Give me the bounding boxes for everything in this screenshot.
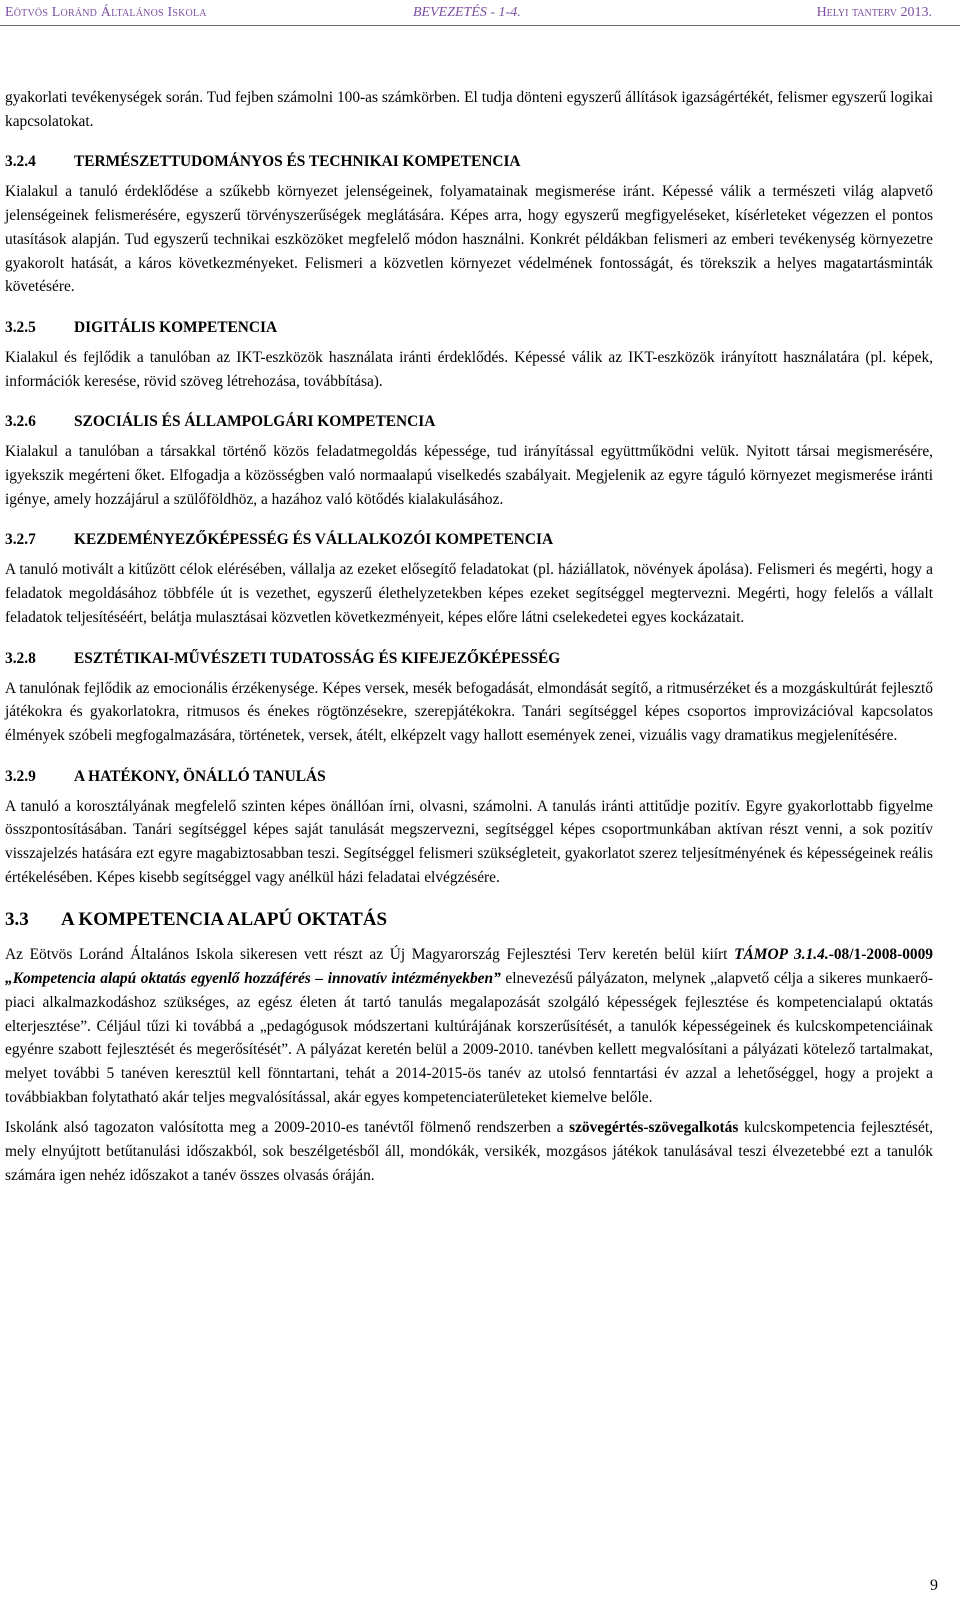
project-title: „Kompetencia alapú oktatás egyenlő hozzáférés – innovatív intézményekben”	[5, 970, 501, 988]
header-chapter: BEVEZETÉS - 1-4.	[413, 5, 521, 20]
section-heading-3-2-7	[5, 528, 933, 552]
text-run: kulcskompetencia fejlesztését, mely elnyújtott betűtanulási időszakból, sok beszélgetésből áll, mondókák, versikék, mozgásos játékok tanulásával teszi élvezetebbé ezt a tanulók számára igen nehéz időszakot a tanév összes olvasás óráján.	[5, 1119, 933, 1184]
section-paragraph-3-2-4: Kialakul a tanuló érdeklődése a szűkebb környezet jelenségeinek, folyamatainak megismerése iránt. Képessé válik a természeti világ alapvető jelenségeinek felismerésére, egyszerű törvényszerűségek meglátására. Képes arra, hogy egyszerű megfigyeléseket, kísérleteket végezzen el pontos utasítások alapján. Tud egyszerű technikai eszközöket megfelelő módon használni. Konkrét példákban felismeri az emberi tevékenység környezetre gyakorolt hatását, a káros következményeket. Felismeri a közvetlen környezet védelmének fontosságát, és törekszik a helyes magatartásminták követésére.	[5, 183, 933, 296]
text-run: elnevezésű pályázaton, melynek „alapvető célja a sikeres munkaerő-piaci alkalmazkodáshoz szükséges, az egész életen át tartó tanulás megalapozását szolgáló képességek fejlesztése és kompetencialapú oktatás elterjesztése”. Céljául tűzi ki továbbá a „pedagógusok módszertani kultúrájának korszerűsítését, a tanulók képességeinek és kulcskompetenciáinak egyénre szabott fejlesztését és megerősítését”. A pályázat keretén belül a 2009-2010. tanévben kellett megvalósítani a pályázati kötelező tartalmakat, melyet további 5 tanéven keresztül kell fönntartani, tehát a 2014-2015-ös tanév az utolsó fenntartási év azzal a lehetőséggel, hogy a projekt a továbbiakban folytatható akár teljes megvalósítással, akár egyes kompetenciaterületeket kiemelve belőle.	[5, 970, 934, 1106]
main-section-paragraph-2	[5, 1116, 933, 1187]
section-heading-3-2-9	[5, 765, 933, 789]
section-paragraph-3-2-5: Kialakul és fejlődik a tanulóban az IKT-eszközök használata iránti érdeklődés. Képessé válik az IKT-eszközök irányított használatára (pl. képek, információk keresése, rövid szöveg létrehozása, továbbítása).	[5, 348, 933, 390]
page-header	[0, 0, 960, 26]
main-section-paragraph-1	[5, 943, 933, 1109]
section-paragraph-3-2-6: Kialakul a tanulóban a társakkal történő közös feladatmegoldás képessége, tud irányítással együttműködni velük. Nyitott társai megismerésére, igyekszik megérteni őket. Elfogadja a közösségben való normaalapú viselkedés szabályait. Megjelenik az egyre táguló környezet megismerése iránti igénye, amely hozzájárul a szülőföldhöz, a hazához való kötődés kialakulásához.	[5, 443, 933, 508]
section-number: 3.2.8	[5, 649, 36, 667]
header-curriculum: Helyi tanterv 2013.	[816, 5, 932, 20]
section-paragraph-3-2-8: A tanulónak fejlődik az emocionális érzékenysége. Képes versek, mesék befogadását, elmondását segítő, a ritmusérzéket és a mozgáskultúrát fejlesztő játékokra és gyakorlatokra, ritmusos és énekes rögtönzésekre, szerepjátékokra. Tanári segítséggel képes csoportos improvizációval kapcsolatos élmények szóbeli megfogalmazására, történetek, versek, átélt, elképzelt vagy hallott események zenei, vizuális vagy dramatikus megjelenítésére.	[5, 679, 933, 744]
section-heading-3-2-6	[5, 410, 933, 434]
section-number: 3.2.6	[5, 413, 36, 431]
intro-paragraph: gyakorlati tevékenységek során. Tud fejben számolni 100-as számkörben. El tudja dönteni egyszerű állítások igazságértékét, felismer egyszerű logikai kapcsolatokat.	[5, 89, 933, 130]
section-title: TERMÉSZETTUDOMÁNYOS ÉS TECHNIKAI KOMPETENCIA	[74, 153, 521, 171]
section-number: 3.2.5	[5, 318, 36, 336]
project-code-italic: TÁMOP 3.1.4.	[734, 946, 829, 964]
section-number: 3.2.4	[5, 153, 36, 171]
section-title: A HATÉKONY, ÖNÁLLÓ TANULÁS	[74, 767, 326, 785]
section-paragraph-3-2-7: A tanuló motivált a kitűzött célok elérésében, vállalja az ezeket elősegítő feladatokat (pl. háziállatok, növények ápolása). Felismeri és megérti, hogy a feladatok megoldásához többféle út is vezethet, egyszerű élethelyzetekben képes ezeket segítséggel megtervezni. Megérti, hogy felelős a vállalt feladatok teljesítéséért, belátja mulasztásai közvetlen következményeit, képes előre látni cselekedetei egyes kockázatait.	[5, 561, 933, 626]
main-section-title: A KOMPETENCIA ALAPÚ OKTATÁS	[61, 909, 388, 931]
document-body	[5, 86, 933, 1188]
text-run: Az Eötvös Loránd Általános Iskola sikeresen vett részt az Új Magyarország Fejlesztési Terv keretén belül kiírt	[5, 946, 735, 964]
section-heading-3-2-8	[5, 647, 933, 671]
main-section-heading	[5, 907, 933, 933]
header-school-name: Eötvös Loránd Általános Iskola	[5, 5, 207, 20]
section-title: SZOCIÁLIS ÉS ÁLLAMPOLGÁRI KOMPETENCIA	[74, 413, 436, 431]
page-number: 9	[930, 1577, 938, 1594]
section-title: ESZTÉTIKAI-MŰVÉSZETI TUDATOSSÁG ÉS KIFEJEZŐKÉPESSÉG	[74, 649, 561, 667]
section-title: DIGITÁLIS KOMPETENCIA	[74, 318, 278, 336]
text-run: Iskolánk alsó tagozaton valósította meg a 2009-2010-es tanévtől fölmenő rendszerben a	[5, 1119, 570, 1137]
section-title: KEZDEMÉNYEZŐKÉPESSÉG ÉS VÁLLALKOZÓI KOMPETENCIA	[74, 531, 554, 549]
section-heading-3-2-5	[5, 316, 933, 340]
section-paragraph-3-2-9: A tanuló a korosztályának megfelelő szinten képes önállóan írni, olvasni, számolni. A tanulás iránti attitűdje pozitív. Egyre gyakorlottabb figyelme összpontosításában. Tanári segítséggel képes saját tanulását megszervezni, segítséggel képes csoportmunkában aktívan részt venni, a sok pozitív visszajelzés hatására ezt egyre magabiztosabban teszi. Segítséggel felismeri szükségleteit, gyakorlatot szerez teljesítményének és képességeinek reális értékelésében. Képes kisebb segítséggel vagy anélkül házi feladatai elvégzésére.	[5, 797, 933, 886]
competence-name: szövegértés-szövegalkotás	[569, 1119, 739, 1137]
section-number: 3.2.7	[5, 531, 36, 549]
section-heading-3-2-4	[5, 150, 933, 174]
project-code-number: -08/1-2008-0009	[828, 946, 934, 964]
section-number: 3.2.9	[5, 767, 36, 785]
main-section-number: 3.3	[5, 909, 29, 931]
